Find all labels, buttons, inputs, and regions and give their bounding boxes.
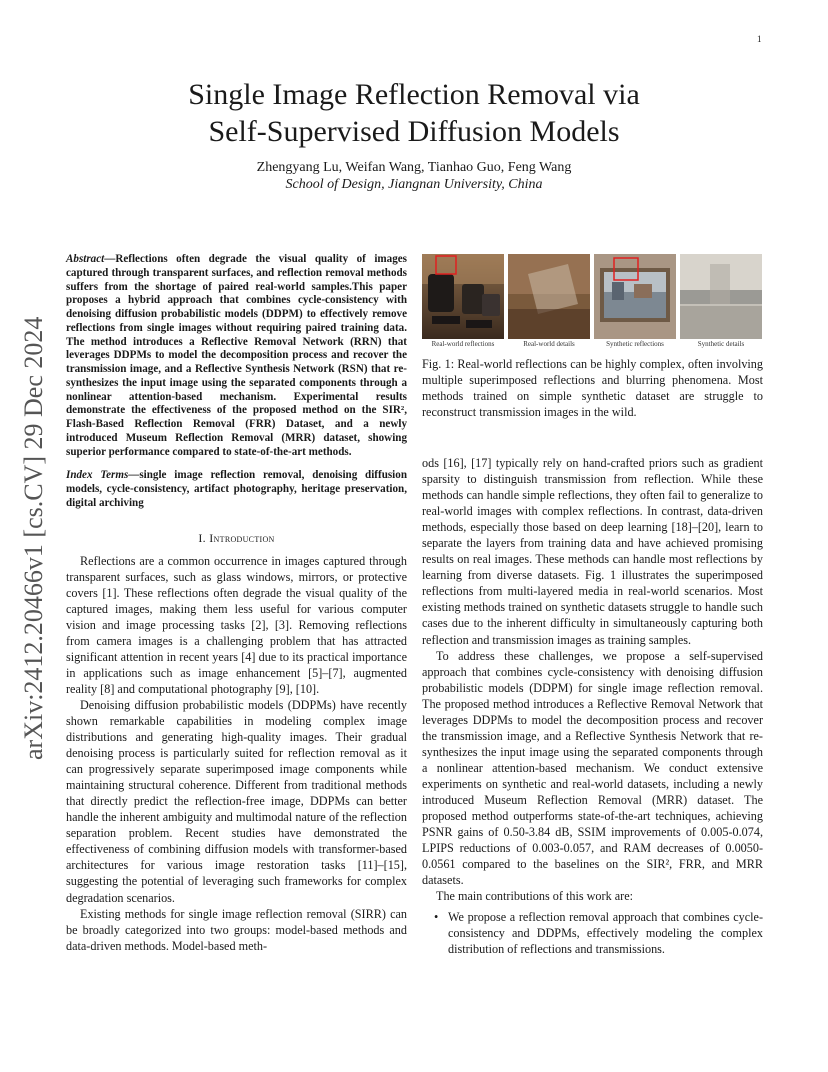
figure-panel-synthetic-details	[680, 254, 762, 339]
right-paragraph-1: ods [16], [17] typically rely on hand-crafted priors such as gradient sparsity to distinguish transmission from reflection. While these methods can handle simple reflections, they often fail to generalize to real-world images with complex reflections. In contrast, data-driven methods, especially those based on deep learning [18]–[20], learn to separate the layers from training data and have achieved promising results on real images. These methods can handle most reflections by learning from diverse datasets. Fig. 1 illustrates the superimposed reflections from multi-layered media in real-world scenarios. Most existing methods trained on synthetic datasets struggle to handle such cases due to the inherent difficulty in simultaneously capturing both reflection and transmission images as training samples.	[422, 456, 763, 647]
synthetic-reflections-image	[594, 254, 676, 339]
abstract-text: —Reflections often degrade the visual quality of images captured through transparent surfaces, and reflection removal methods suffers from the shortage of paired real-world samples.This paper proposes a hybrid approach that combines cycle-consistency with denoising diffusion probabilistic models (DDPM) to effectively remove reflections from single images without requiring paired training data. The method introduces a Reflective Removal Network (RRN) that leverages DDPMs to model the decomposition process and recover the transmission image, and a Reflective Synthesis Network (RSN) that re-synthesizes the input image using the separated components through a nonlinear attention-based mechanism. Experimental results demonstrate the effectiveness of the proposed method on the SIR², Flash-Based Reflection Removal (FRR) Dataset, and a newly introduced Museum Reflection Removal (MRR) dataset, showing superior performance compared to state-of-the-art methods.	[66, 253, 407, 458]
figure-panel-real-world-details	[508, 254, 590, 339]
abstract	[66, 253, 407, 459]
author-list: Zhengyang Lu, Weifan Wang, Tianhao Guo, Feng Wang	[256, 160, 572, 175]
real-world-reflections-image	[422, 254, 504, 339]
panel-label-3: Synthetic reflections	[606, 340, 664, 348]
contribution-item: • We propose a reflection removal approach that combines cycle-consistency and DDPMs, effectively modeling the complex distribution of reflections and transmissions.	[448, 909, 763, 957]
intro-paragraph-3: Existing methods for single image reflection removal (SIRR) can be broadly categorized into two groups: model-based methods and data-driven methods. Model-based meth-	[66, 906, 407, 953]
figure-1	[422, 254, 764, 354]
arxiv-identifier	[15, 285, 48, 760]
figure-1-caption: Fig. 1: Real-world reflections can be highly complex, often involving multiple superimposed reflections and blurring phenomena. Most methods trained on simple synthetic dataset are struggle to reconstruct transmission images in the wild.	[422, 357, 763, 419]
paper-title	[0, 76, 828, 150]
affiliation: School of Design, Jiangnan University, China	[285, 177, 543, 192]
page-number: 1	[757, 34, 762, 44]
abstract-label: Abstract	[66, 253, 105, 265]
arxiv-identifier-text: arXiv:2412.20466v1 [cs.CV] 29 Dec 2024	[19, 316, 48, 760]
index-terms	[66, 469, 407, 510]
section-heading-introduction: I. Introduction	[198, 530, 275, 545]
synthetic-details-image	[680, 254, 762, 339]
panel-label-2: Real-world details	[523, 340, 575, 348]
panel-label-1: Real-world reflections	[431, 340, 495, 348]
contributions-list	[422, 909, 763, 957]
intro-paragraph-1: Reflections are a common occurrence in images captured through transparent surfaces, such as glass windows, mirrors, or protective covers [1]. These reflections often degrade the visual quality of the captured images, making them less useful for various computer vision and image processing tasks [2], [3]. Removing reflections from camera images is a challenging problem that has attracted significant attention in recent years [4] due to its practical importance in applications such as image enhancement [5]–[7], augmented reality [8] and computational photography [9], [10].	[66, 553, 407, 696]
title-line-2: Self-Supervised Diffusion Models	[208, 115, 620, 148]
figure-panel-synthetic-reflections	[594, 254, 676, 339]
index-terms-label: Index Terms	[66, 469, 129, 482]
right-paragraph-2: To address these challenges, we propose a self-supervised approach that combines cycle-consistency with denoising diffusion probabilistic models (DDPM) for single image reflection removal. The proposed method introduces a Reflective Removal Network that leverages DDPMs to model the decomposition process and recover the transmission image, and a Reflective Synthesis Network that re-synthesizes the input image using the separated components through a nonlinear attention-based mechanism. We conduct extensive experiments on synthetic and real-world datasets, including a newly introduced Museum Reflection Removal (MRR) dataset. The proposed method outperforms state-of-the-art techniques, achieving PSNR gains of 0.50-3.84 dB, SSIM improvements of 0.005-0.074, LPIPS reductions of 0.003-0.057, and RAM decreases of 0.0050-0.0561 compared to the baselines on the SIR², FRR, and MRR datasets.	[422, 648, 763, 888]
left-column	[66, 253, 407, 954]
index-terms-text: —single image reflection removal, denoising diffusion models, cycle-consistency, artifact photography, heritage preservation, digital archiving	[66, 469, 407, 509]
intro-paragraph-2: Denoising diffusion probabilistic models (DDPMs) have recently shown remarkable capabilities in modeling complex image distributions and generating high-quality images. Their gradual denoising process is particularly suited for reflection removal as it can progressively separate superimposed image components while maintaining structural coherence. Different from traditional methods that directly predict the reflection-free image, DDPMs can better handle the inherent ambiguity and multimodal nature of the reflection separation problem. Recent studies have demonstrated the effectiveness of combining diffusion models with transformer-based architectures for various image restoration tasks [11]–[15], suggesting the potential of leveraging such frameworks for complex degradation scenarios.	[66, 697, 407, 905]
real-world-details-image	[508, 254, 590, 339]
right-paragraph-3: The main contributions of this work are:	[436, 889, 633, 904]
title-line-1: Single Image Reflection Removal via	[188, 78, 640, 111]
panel-label-4: Synthetic details	[697, 340, 745, 348]
figure-panel-real-world-reflections	[422, 254, 504, 339]
right-column	[422, 455, 763, 957]
